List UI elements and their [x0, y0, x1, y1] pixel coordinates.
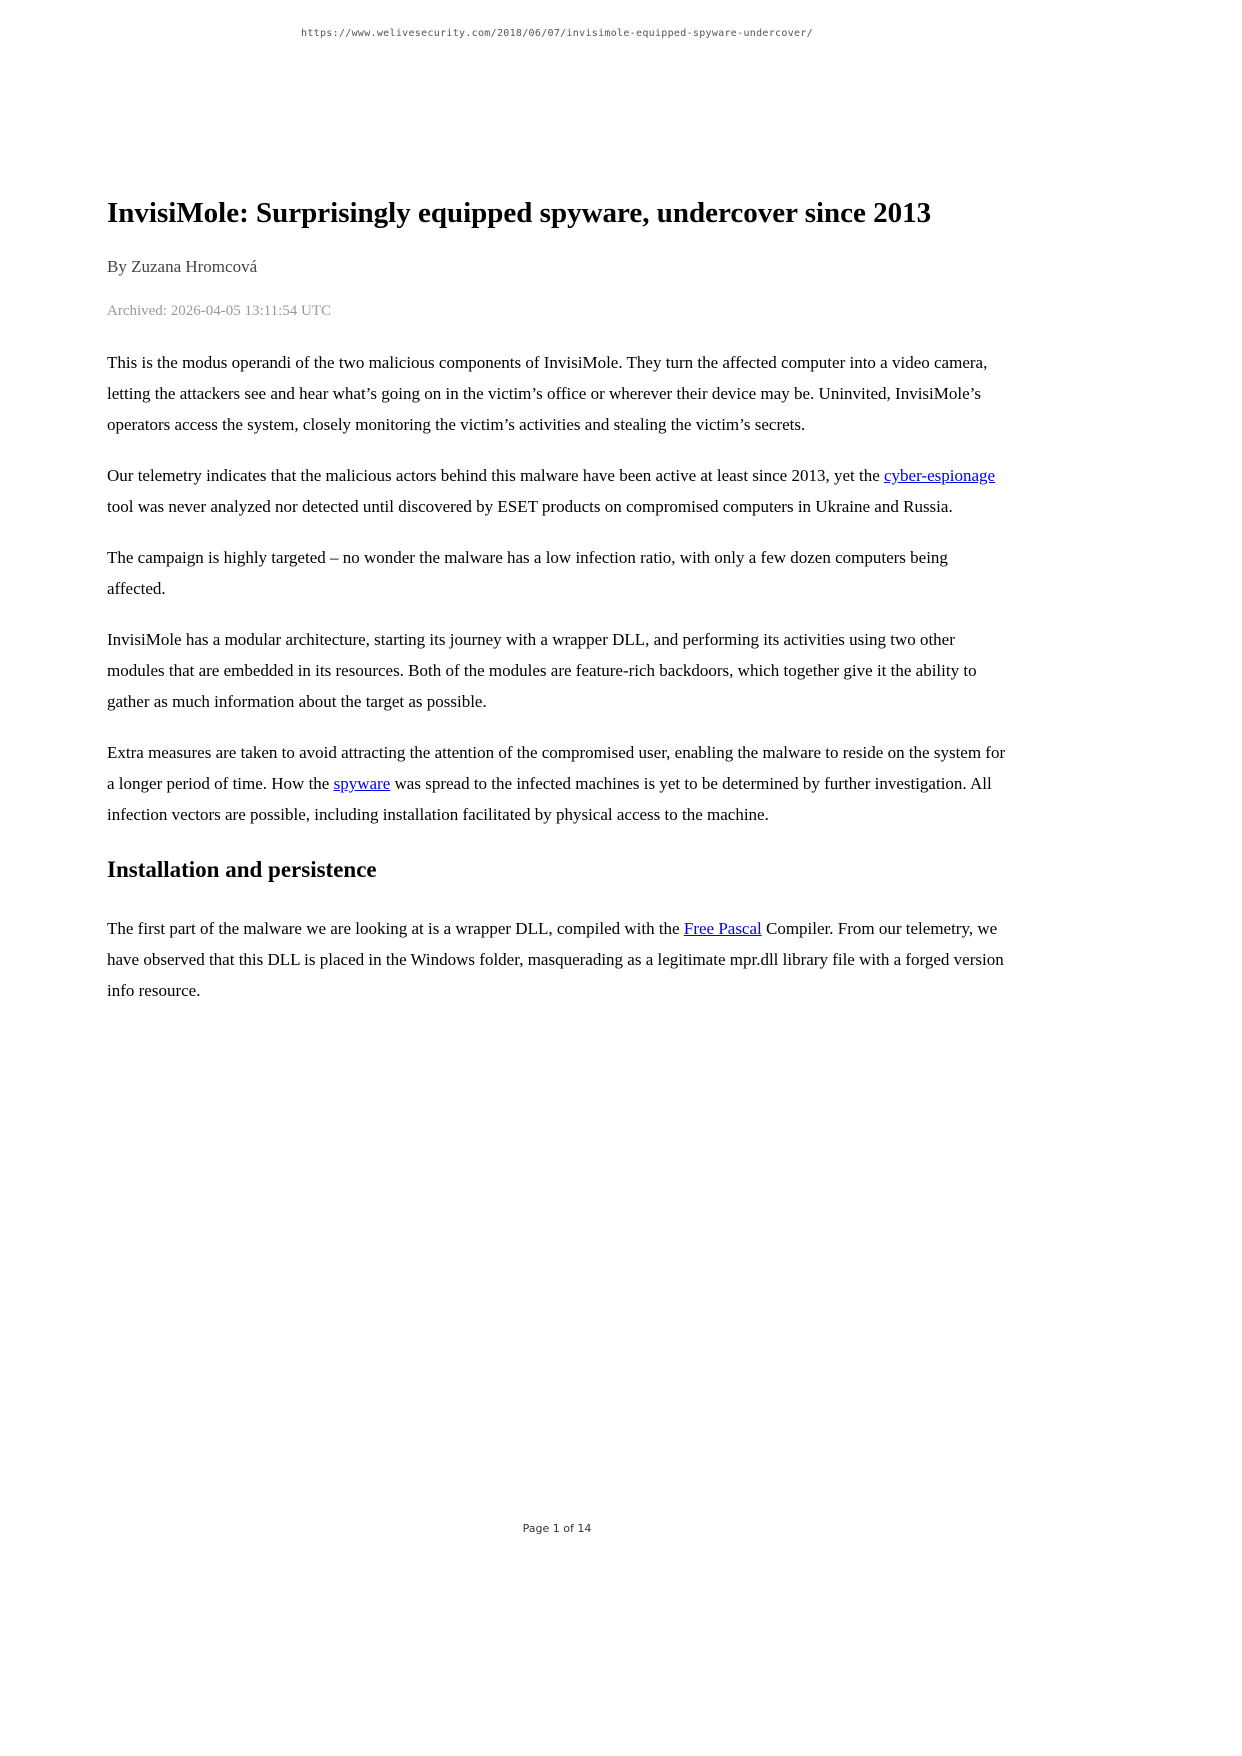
- paragraph-text: tool was never analyzed nor detected until discovered by ESET products on compromised computers in Ukraine and Russia.: [107, 497, 953, 516]
- paragraph-5: [107, 737, 1007, 830]
- paragraph-text: The first part of the malware we are looking at is a wrapper DLL, compiled with the: [107, 919, 684, 938]
- paragraph-2: [107, 460, 1007, 522]
- section-heading-installation: Installation and persistence: [107, 857, 377, 882]
- free-pascal-link[interactable]: Free Pascal: [683, 919, 762, 938]
- paragraph-text: Extra measures are taken to avoid attracting the attention of the compromised user, enabling the malware to reside on the system for a longer period of time. How the: [107, 743, 1006, 793]
- paragraph-1: [107, 347, 1007, 440]
- article-byline: By Zuzana Hromcová: [107, 257, 258, 276]
- paragraph-text: was spread to the infected machines is yet to be determined by further investigation. All infection vectors are possible, including installation facilitated by physical access to the machine.: [107, 774, 992, 824]
- page-number: Page 1 of 14: [522, 1522, 592, 1535]
- paragraph-6: [107, 913, 1007, 1006]
- article-content: [107, 196, 1007, 1006]
- paragraph-text: The campaign is highly targeted – no wonder the malware has a low infection ratio, with only a few dozen computers being affected.: [107, 548, 948, 598]
- archive-timestamp: Archived: 2026-04-05 13:11:54 UTC: [107, 303, 331, 319]
- spyware-link[interactable]: spyware: [333, 774, 391, 793]
- cyber-espionage-link[interactable]: cyber-espionage: [884, 466, 996, 485]
- article-title: InvisiMole: Surprisingly equipped spyware, undercover since 2013: [107, 197, 932, 229]
- paragraph-text: InvisiMole has a modular architecture, starting its journey with a wrapper DLL, and performing its activities using two other modules that are embedded in its resources. Both of the modules are feature-rich backdoors, which together give it the ability to gather as much information about the target as possible.: [107, 630, 977, 711]
- paragraph-3: [107, 542, 1007, 604]
- paragraph-text: Compiler. From our telemetry, we have observed that this DLL is placed in the Windows folder, masquerading as a legitimate mpr.dll library file with a forged version info resource.: [107, 919, 1004, 1000]
- paragraph-4: [107, 624, 1007, 717]
- archive-source-url: https://www.welivesecurity.com/2018/06/07/invisimole-equipped-spyware-undercover/: [301, 28, 813, 39]
- paragraph-text: Our telemetry indicates that the malicious actors behind this malware have been active at least since 2013, yet the: [107, 466, 885, 485]
- paragraph-text: This is the modus operandi of the two malicious components of InvisiMole. They turn the affected computer into a video camera, letting the attackers see and hear what’s going on in the victim’s office or wherever their device may be. Uninvited, InvisiMole’s operators access the system, closely monitoring the victim’s activities and stealing the victim’s secrets.: [107, 353, 988, 434]
